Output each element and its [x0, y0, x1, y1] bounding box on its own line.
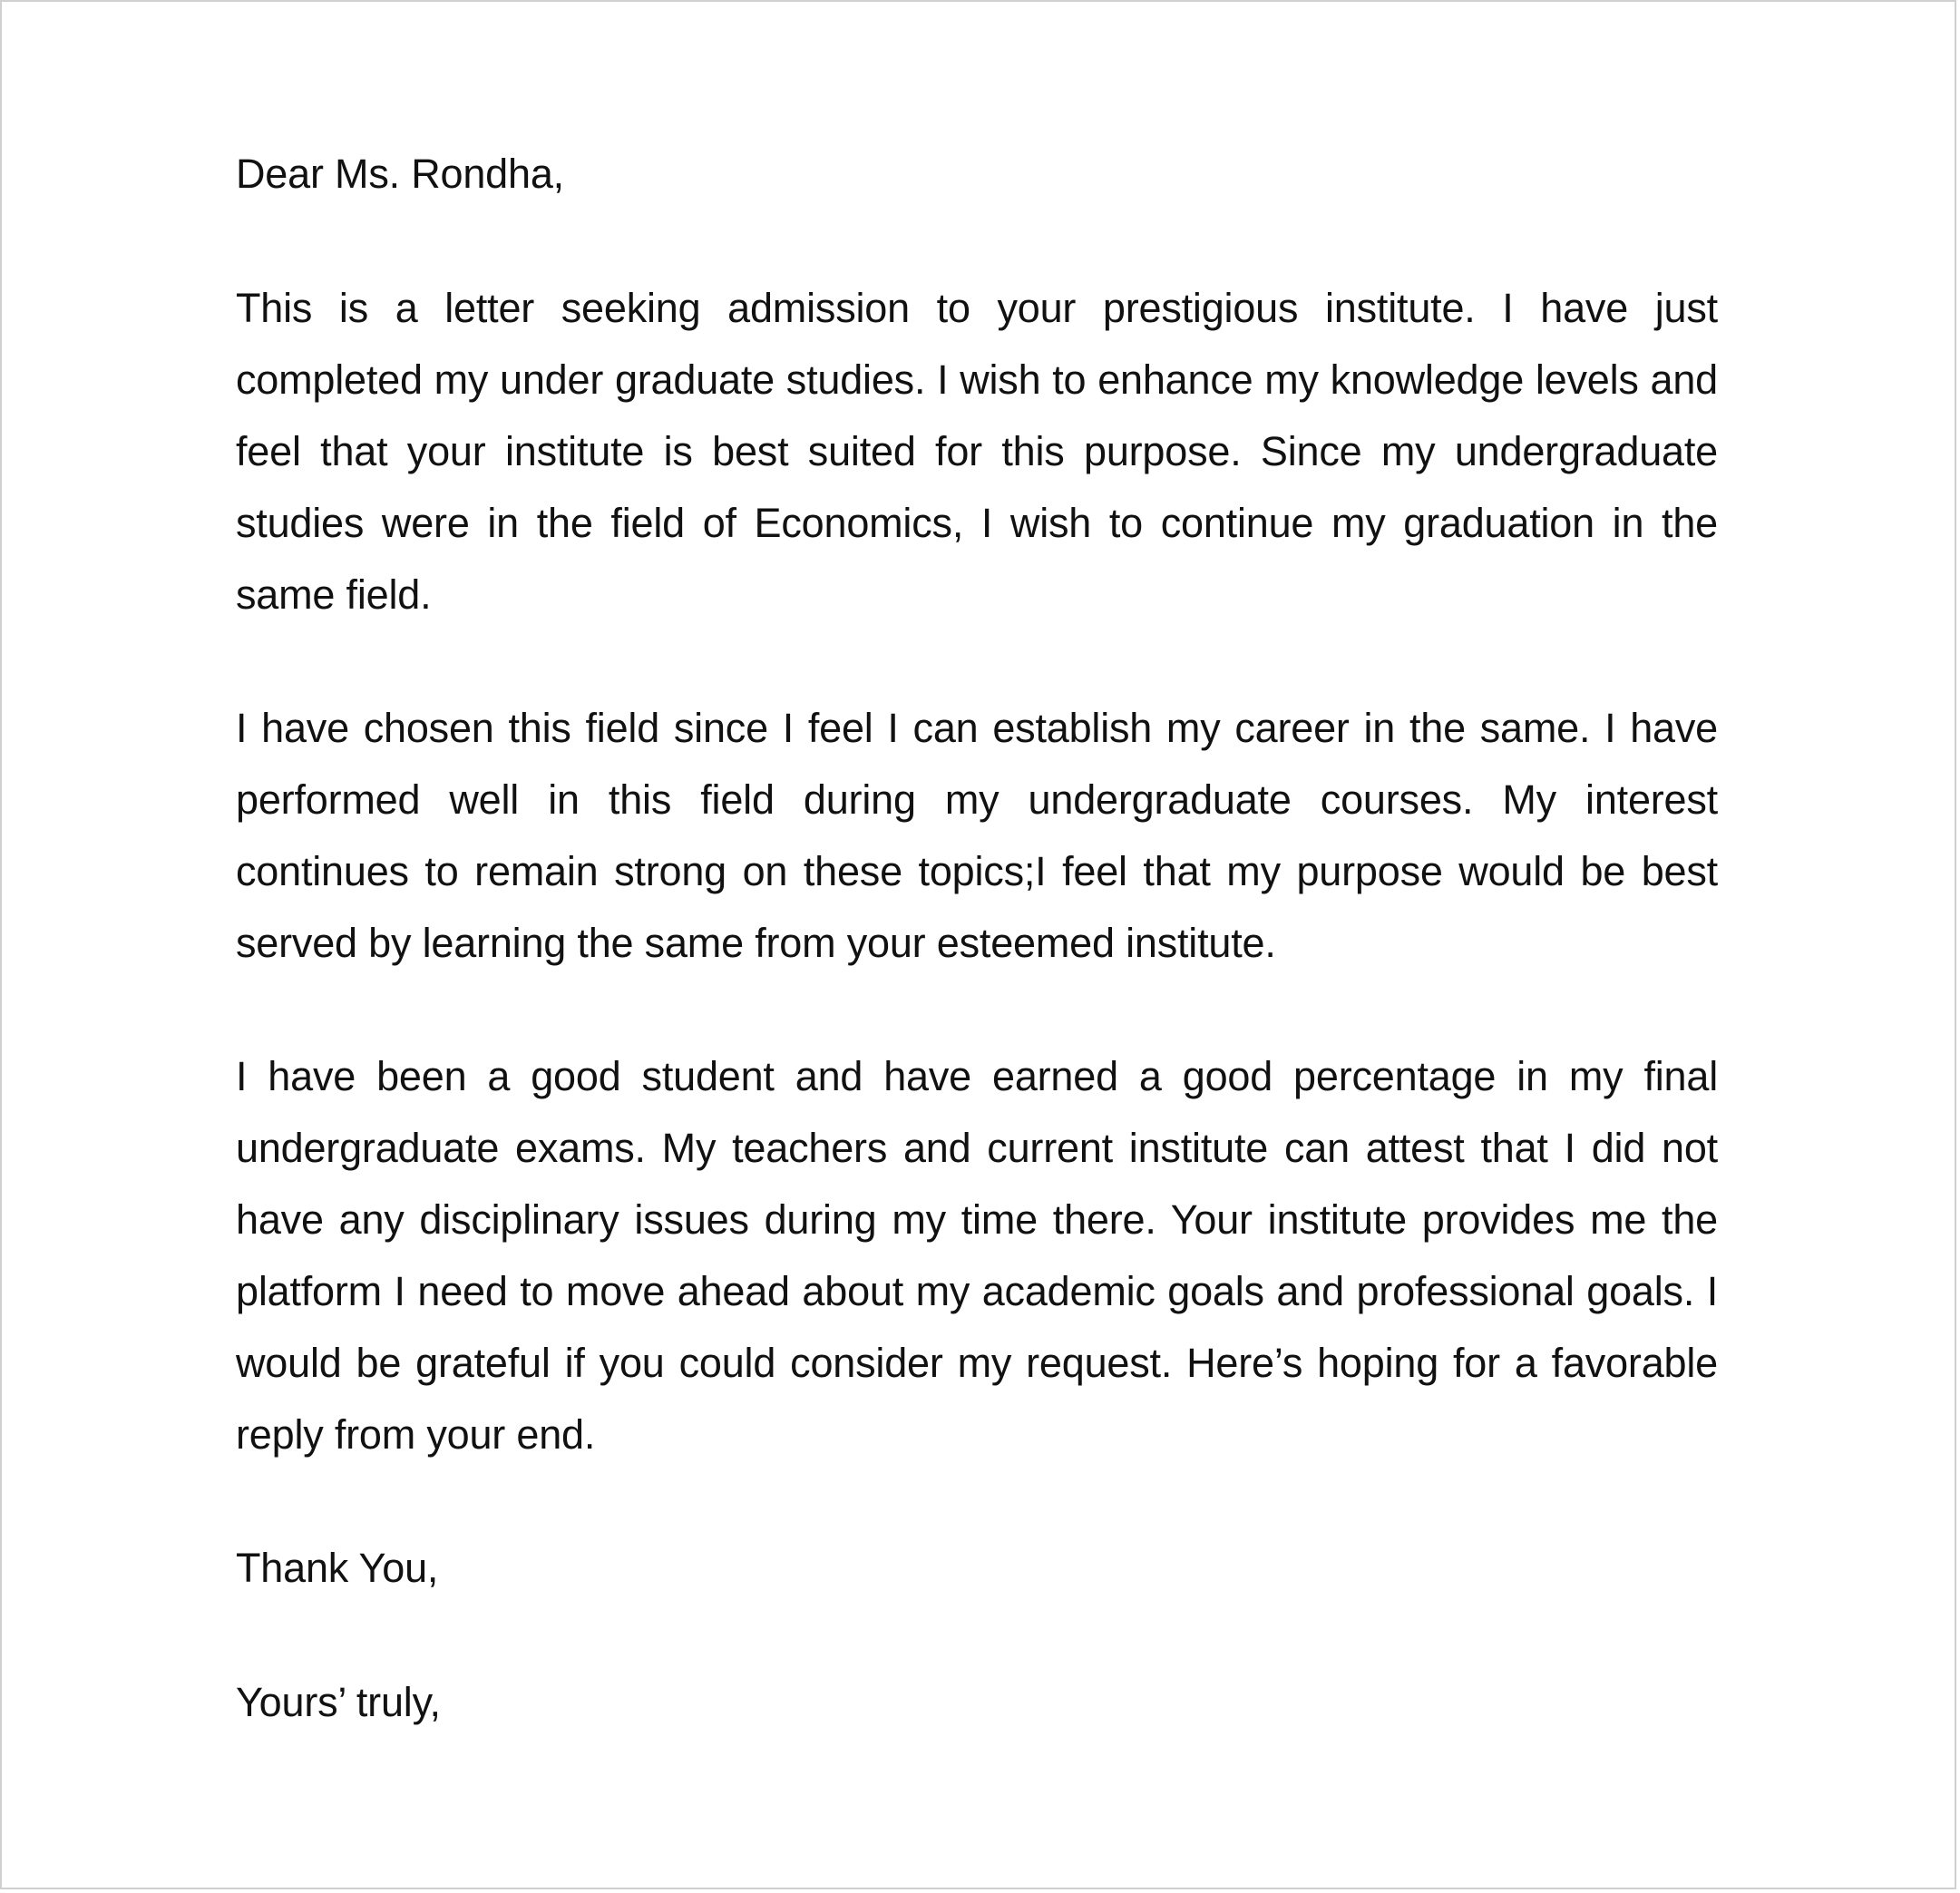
paragraph-3: I have been a good student and have earned a good percentage in my final undergraduate exams. My teachers and current institute can attest that I did not have any disciplinary issues during my time there. Your institute provides me the platform I need to move ahead about my academic goals and professional goals. I would be grateful if you could consider my request. Here’s hoping for a favorable reply from your end.	[236, 1053, 1718, 1458]
salutation: Dear Ms. Rondha,	[236, 151, 564, 197]
paragraph-2: I have chosen this field since I feel I can establish my career in the same. I have performed well in this field during my undergraduate courses. My interest continues to remain strong on these topics;I feel that my purpose would be best served by learning the same from your esteemed institute.	[236, 705, 1718, 966]
letter-body	[236, 138, 1718, 1739]
closing: Thank You,	[236, 1545, 439, 1591]
signoff: Yours’ truly,	[236, 1679, 441, 1725]
paragraph-1: This is a letter seeking admission to your prestigious institute. I have just completed my under graduate studies. I wish to enhance my knowledge levels and feel that your institute is best suited for this purpose. Since my undergraduate studies were in the field of Economics, I wish to continue my graduation in the same field.	[236, 285, 1718, 618]
